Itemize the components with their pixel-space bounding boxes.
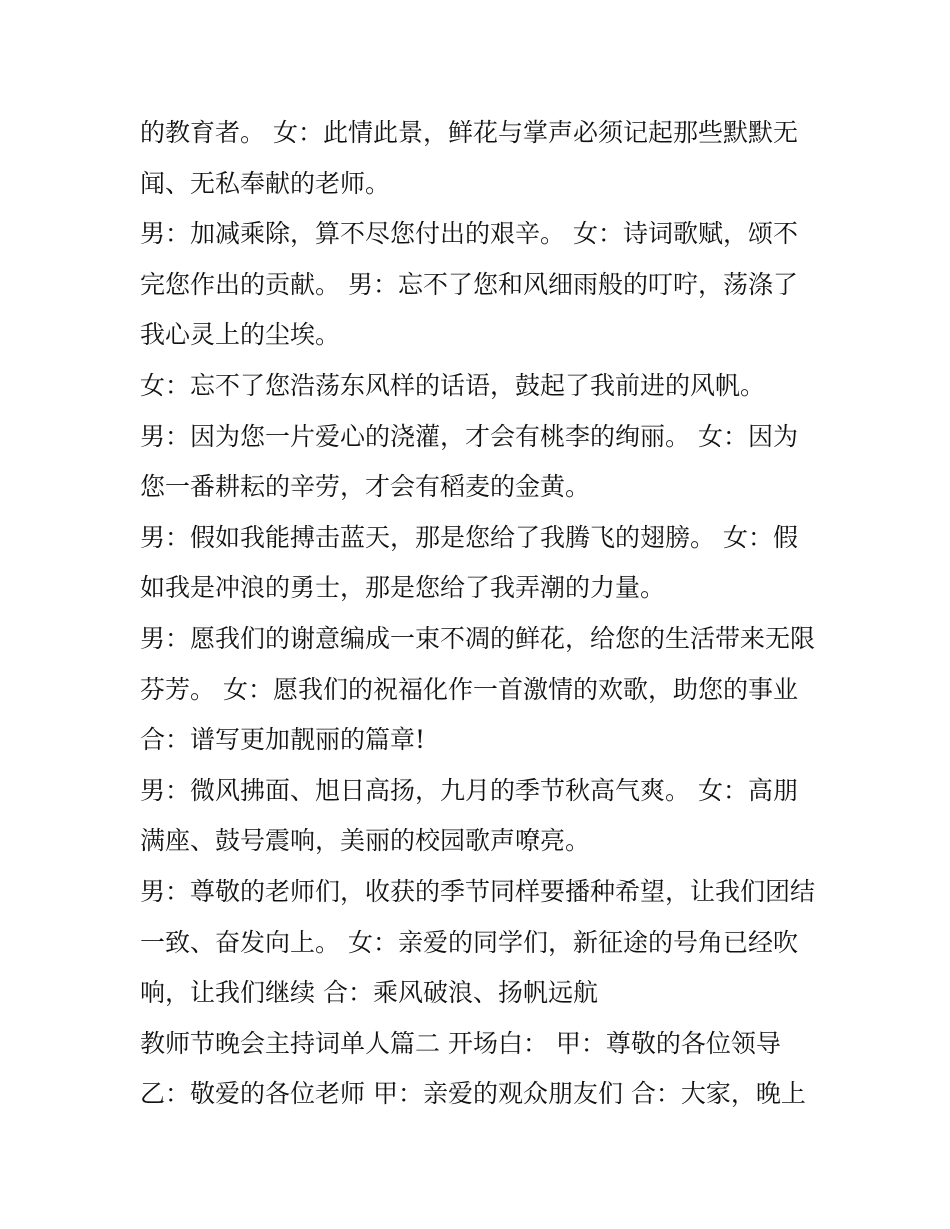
text-line-12: 芬芳。 女：愿我们的祝福化作一首激情的欢歌，助您的事业 [140, 674, 798, 704]
text-line-7: 男：因为您一片爱心的浇灌，才会有桃李的绚丽。 女：因为 [140, 421, 798, 451]
text-line-2: 闻、无私奉献的老师。 [140, 168, 391, 198]
text-line-6: 女：忘不了您浩荡东风样的话语，鼓起了我前进的风帆。 [140, 370, 766, 400]
text-line-11: 男：愿我们的谢意编成一束不凋的鲜花，给您的生活带来无限 [140, 623, 816, 653]
text-line-13: 合：谱写更加靓丽的篇章! [140, 725, 426, 755]
text-line-16: 男：尊敬的老师们，收获的季节同样要播种希望，让我们团结 [140, 876, 816, 906]
text-line-19: 教师节晚会主持词单人篇二 开场白： 甲：尊敬的各位领导 [140, 1028, 781, 1058]
text-line-18: 响，让我们继续 合：乘风破浪、扬帆远航 [140, 978, 598, 1008]
text-line-5: 我心灵上的尘埃。 [140, 320, 341, 350]
text-line-8: 您一番耕耘的辛劳，才会有稻麦的金黄。 [140, 472, 591, 502]
text-line-1: 的教育者。 女：此情此景，鲜花与掌声必须记起那些默默无 [140, 118, 798, 147]
text-line-17: 一致、奋发向上。 女：亲爱的同学们，新征途的号角已经吹 [140, 927, 798, 957]
text-line-14: 男：微风拂面、旭日高扬，九月的季节秋高气爽。 女：高朋 [140, 775, 798, 805]
text-line-4: 完您作出的贡献。 男：忘不了您和风细雨般的叮咛，荡涤了 [140, 269, 798, 299]
text-line-10: 如我是冲浪的勇士，那是您给了我弄潮的力量。 [140, 573, 666, 603]
text-line-9: 男：假如我能搏击蓝天，那是您给了我腾飞的翅膀。 女：假 [140, 522, 798, 552]
document-body [140, 108, 830, 1120]
text-line-15: 满座、鼓号震响，美丽的校园歌声嘹亮。 [140, 826, 591, 856]
text-line-20: 乙：敬爱的各位老师 甲：亲爱的观众朋友们 合：大家，晚上 [140, 1079, 806, 1109]
text-line-3: 男：加减乘除，算不尽您付出的艰辛。 女：诗词歌赋，颂不 [140, 219, 798, 249]
